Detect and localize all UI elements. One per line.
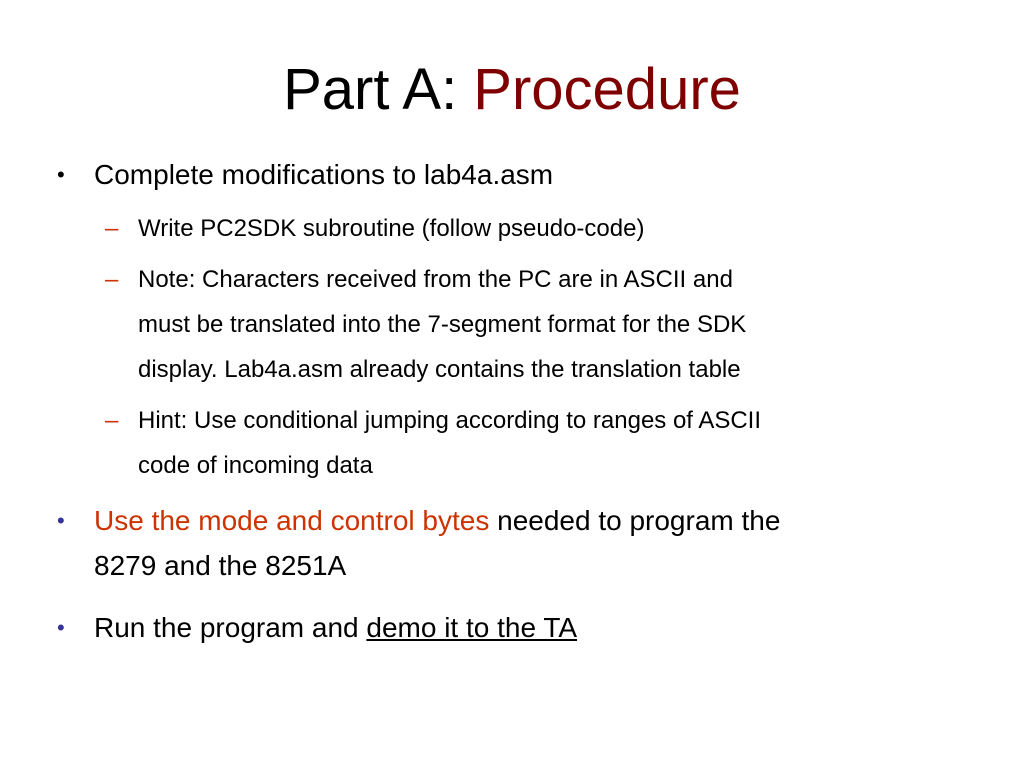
bullet-text-line xyxy=(94,605,577,650)
highlight-text: Use the mode and control bytes xyxy=(94,505,490,536)
sub-marker: – xyxy=(105,215,119,242)
bullet-item-3 xyxy=(57,605,578,650)
slide-title xyxy=(0,50,1024,130)
sub-marker: – xyxy=(105,266,119,293)
bullet-text: Run the program and xyxy=(94,612,367,643)
sub-item-text: Write PC2SDK subroutine (follow pseudo-code) xyxy=(138,215,645,242)
sub-item-1 xyxy=(105,206,645,251)
sub-marker: – xyxy=(105,407,119,434)
bullet-text: Complete modifications to lab4a.asm xyxy=(94,159,554,190)
bullet-item-2 xyxy=(57,498,781,588)
bullet-text-line xyxy=(94,498,780,543)
sub-item-text-line: Hint: Use conditional jumping according to ranges of ASCII xyxy=(138,407,762,434)
bullet-text-rest: needed to program the xyxy=(489,505,781,536)
underlined-text: demo it to the TA xyxy=(366,612,578,643)
sub-item-text-line: Note: Characters received from the PC are in ASCII and xyxy=(138,266,733,293)
slide-title-prefix: Part A: xyxy=(283,57,474,122)
slide-title-accent: Procedure xyxy=(473,57,741,122)
bullet-text-line: 8279 and the 8251A xyxy=(94,550,347,581)
sub-item-2 xyxy=(105,257,747,392)
bullet-marker: • xyxy=(57,615,65,640)
bullet-marker: • xyxy=(57,162,65,187)
sub-item-3 xyxy=(105,398,762,488)
sub-item-text-line: code of incoming data xyxy=(138,452,373,479)
bullet-item-1 xyxy=(57,152,554,197)
sub-item-text-line: display. Lab4a.asm already contains the translation table xyxy=(138,356,741,383)
sub-item-text-line: must be translated into the 7-segment format for the SDK xyxy=(138,311,747,338)
bullet-marker: • xyxy=(57,508,65,533)
